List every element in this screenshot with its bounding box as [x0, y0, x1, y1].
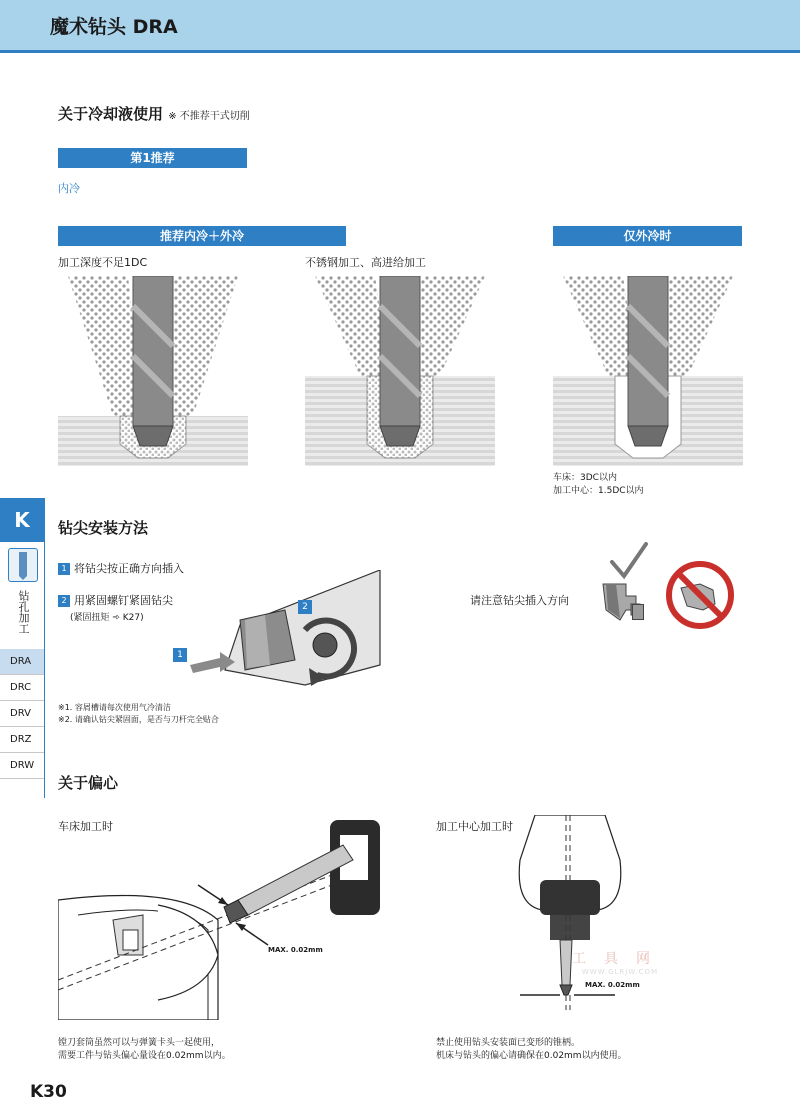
correct-insertion-piece	[632, 604, 644, 620]
lathe-runout-diagram	[58, 815, 388, 1020]
lathe-label: 车床加工时	[58, 820, 113, 833]
install-note-1: ※1. 容屑槽请每次使用气冷清洁	[58, 703, 171, 712]
drill-thumbnail-icon	[8, 548, 38, 582]
step2-badge: 2	[58, 595, 70, 607]
install-section-title: 钻尖安装方法	[58, 519, 149, 537]
install-note-2: ※2. 请确认钻尖紧固面，是否与刀杆完全贴合	[58, 715, 219, 724]
coolant-title-text: 关于冷却液使用	[58, 105, 164, 123]
step2-text: 用紧固螺钉紧固钻尖	[74, 594, 173, 607]
callout-1: 1	[173, 648, 187, 662]
section-tab-k[interactable]: K	[0, 498, 44, 542]
sidebar-item-drv[interactable]: DRV	[0, 701, 44, 727]
sidebar-item-drz[interactable]: DRZ	[0, 727, 44, 753]
coolant-diagram-shallow	[58, 276, 248, 466]
drill-install-diagram	[185, 570, 385, 690]
direction-note: 请注意钻尖插入方向	[470, 594, 569, 607]
mc-desc-line2: 机床与钻头的偏心请确保在0.02mm以内使用。	[436, 1051, 627, 1061]
internal-coolant-label: 内冷	[58, 182, 80, 195]
sidebar-item-drc[interactable]: DRC	[0, 675, 44, 701]
mc-desc-line1: 禁止使用钻头安装面已变形的锥柄。	[436, 1038, 581, 1048]
mc-description	[436, 1037, 627, 1063]
recommend-internal-external-bar: 推荐内冷＋外冷	[58, 226, 346, 246]
coolant-note: ※ 不推荐干式切削	[168, 111, 250, 122]
step2-torque-note: (紧固扭矩 ➾ K27)	[70, 613, 144, 623]
mc-label: 加工中心加工时	[436, 820, 513, 833]
coolant-diagram-stainless	[305, 276, 495, 466]
step1-text: 将钻尖按正确方向插入	[74, 562, 184, 575]
install-step1	[58, 560, 184, 576]
sidebar-category: 钻孔加工	[17, 590, 30, 634]
external-only-bar: 仅外冷时	[553, 226, 742, 246]
page-number: K30	[30, 1082, 67, 1102]
watermark	[560, 948, 680, 976]
lathe-description	[58, 1037, 231, 1063]
external-note-mc: 加工中心：1.5DC以内	[553, 486, 644, 496]
lathe-desc-line2: 需要工件与钻头偏心量设在0.02mm以内。	[58, 1051, 231, 1061]
watermark-logo: 工具网	[572, 951, 668, 967]
wrong-insertion-diagram	[665, 560, 735, 630]
case2-label: 不锈钢加工、高进给加工	[305, 256, 426, 269]
watermark-url: WWW.GLRJW.COM	[581, 968, 659, 976]
lathe-max-label: MAX. 0.02mm	[268, 946, 323, 954]
lathe-desc-line1: 镗刀套筒虽然可以与弹簧卡头一起使用，	[58, 1038, 221, 1048]
sidebar-divider	[44, 498, 45, 798]
callout-2: 2	[298, 600, 312, 614]
mc-max-label: MAX. 0.02mm	[585, 981, 640, 989]
sidebar-item-dra[interactable]: DRA	[0, 649, 44, 675]
correct-insertion-diagram	[598, 540, 658, 625]
coolant-section-title	[58, 103, 250, 124]
external-note-lathe: 车床：3DC以内	[553, 473, 617, 483]
page-title: 魔术钻头 DRA	[50, 16, 178, 38]
first-recommend-bar: 第1推荐	[58, 148, 247, 168]
step1-badge: 1	[58, 563, 70, 575]
case1-label: 加工深度不足1DC	[58, 256, 148, 269]
coolant-diagram-external	[553, 276, 743, 466]
install-step2	[58, 592, 173, 608]
runout-section-title: 关于偏心	[58, 774, 119, 792]
sidebar-item-drw[interactable]: DRW	[0, 753, 44, 779]
